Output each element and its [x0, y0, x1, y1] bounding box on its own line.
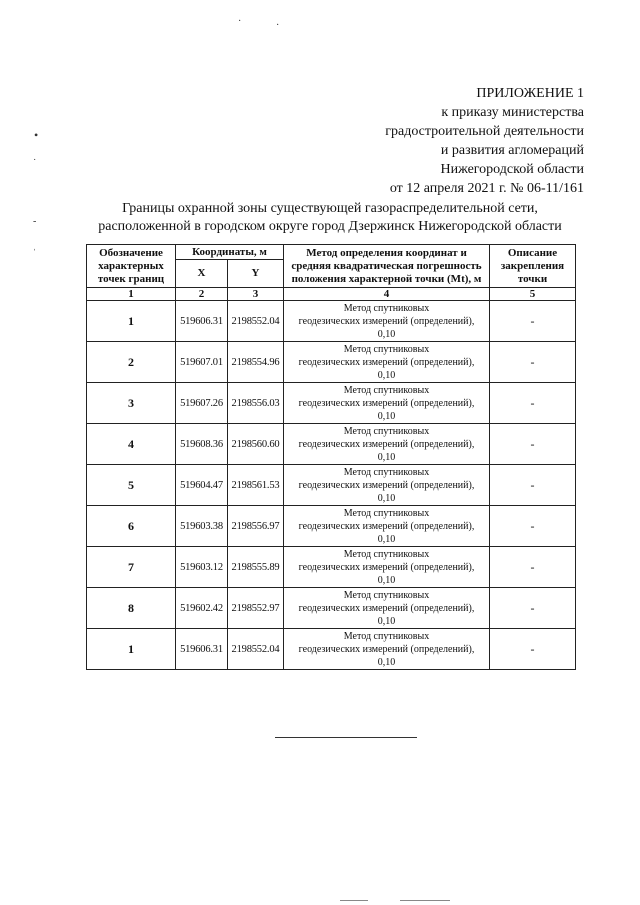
scan-mark: - [33, 216, 37, 227]
description-cell: - [490, 424, 576, 465]
description-cell: - [490, 547, 576, 588]
method-accuracy: 0,10 [377, 574, 396, 586]
method-line: Метод спутниковых [343, 630, 430, 642]
table-row [87, 465, 576, 506]
method-line: Метод спутниковых [343, 589, 430, 601]
scan-mark [400, 900, 450, 901]
header-method: Метод определения координат и средняя квадратическая погрешность положения характерной точки (Mt), м [284, 245, 490, 288]
header-description: Описание закрепления точки [490, 245, 576, 288]
coord-x: 519604.47 [176, 465, 228, 506]
method-line: Метод спутниковых [343, 507, 430, 519]
method-line: геодезических измерений (определений), [298, 397, 475, 409]
method-line: геодезических измерений (определений), [298, 438, 475, 450]
point-id: 8 [87, 588, 176, 629]
method-line: Метод спутниковых [343, 384, 430, 396]
method-line: геодезических измерений (определений), [298, 479, 475, 491]
table-row [87, 629, 576, 670]
coord-x: 519608.36 [176, 424, 228, 465]
coord-y: 2198552.97 [228, 588, 284, 629]
method-line: геодезических измерений (определений), [298, 520, 475, 532]
description-cell: - [490, 383, 576, 424]
column-number: 3 [228, 288, 284, 301]
coord-x: 519603.12 [176, 547, 228, 588]
method-cell [284, 424, 490, 465]
table-row [87, 547, 576, 588]
method-cell [284, 301, 490, 342]
appendix-line: к приказу министерства [441, 105, 584, 120]
method-line: геодезических измерений (определений), [298, 602, 475, 614]
point-id: 1 [87, 301, 176, 342]
end-of-document-line [275, 737, 417, 738]
coord-y: 2198556.97 [228, 506, 284, 547]
method-line: Метод спутниковых [343, 425, 430, 437]
method-cell [284, 342, 490, 383]
document-title [80, 200, 580, 236]
method-cell [284, 465, 490, 506]
point-id: 6 [87, 506, 176, 547]
coord-y: 2198560.60 [228, 424, 284, 465]
column-number: 1 [87, 288, 176, 301]
method-cell [284, 547, 490, 588]
method-line: Метод спутниковых [343, 343, 430, 355]
description-cell: - [490, 506, 576, 547]
scan-mark: · [276, 20, 280, 31]
method-cell [284, 588, 490, 629]
point-id: 7 [87, 547, 176, 588]
appendix-header [324, 84, 584, 198]
method-accuracy: 0,10 [377, 615, 396, 627]
coord-x: 519603.38 [176, 506, 228, 547]
method-accuracy: 0,10 [377, 656, 396, 668]
method-line: Метод спутниковых [343, 302, 430, 314]
coord-x: 519607.01 [176, 342, 228, 383]
document-title-line: Границы охранной зоны существующей газораспределительной сети, [122, 201, 538, 216]
coord-y: 2198556.03 [228, 383, 284, 424]
method-accuracy: 0,10 [377, 410, 396, 422]
coord-x: 519607.26 [176, 383, 228, 424]
coordinates-table [86, 244, 576, 670]
appendix-line: градостроительной деятельности [385, 124, 584, 139]
column-number: 2 [176, 288, 228, 301]
scan-mark: · [238, 16, 242, 27]
header-point: Обозначение характерных точек границ [87, 245, 176, 288]
method-accuracy: 0,10 [377, 451, 396, 463]
appendix-line: Нижегородской области [440, 162, 584, 177]
method-cell [284, 506, 490, 547]
table-row [87, 301, 576, 342]
coord-y: 2198554.96 [228, 342, 284, 383]
description-cell: - [490, 342, 576, 383]
description-cell: - [490, 301, 576, 342]
table-row [87, 342, 576, 383]
coord-x: 519606.31 [176, 629, 228, 670]
method-line: Метод спутниковых [343, 548, 430, 560]
description-cell: - [490, 465, 576, 506]
point-id: 3 [87, 383, 176, 424]
column-number: 5 [490, 288, 576, 301]
coord-y: 2198561.53 [228, 465, 284, 506]
description-cell: - [490, 588, 576, 629]
scan-mark: ˙ [33, 158, 37, 169]
appendix-date-number: от 12 апреля 2021 г. № 06-11/161 [389, 181, 584, 196]
coord-y: 2198552.04 [228, 629, 284, 670]
scan-mark [340, 900, 368, 901]
coord-x: 519606.31 [176, 301, 228, 342]
coord-y: 2198552.04 [228, 301, 284, 342]
method-cell [284, 383, 490, 424]
column-number: 4 [284, 288, 490, 301]
table-row [87, 383, 576, 424]
appendix-line: и развития агломераций [440, 143, 584, 158]
appendix-title: ПРИЛОЖЕНИЕ 1 [476, 86, 584, 101]
header-y: Y [228, 260, 284, 288]
header-x: X [176, 260, 228, 288]
coord-x: 519602.42 [176, 588, 228, 629]
scan-mark: • [34, 128, 39, 142]
method-line: геодезических измерений (определений), [298, 643, 475, 655]
point-id: 4 [87, 424, 176, 465]
table-row [87, 424, 576, 465]
document-title-line: расположенной в городском округе город Дзержинск Нижегородской области [98, 219, 562, 234]
method-accuracy: 0,10 [377, 328, 396, 340]
method-cell [284, 629, 490, 670]
method-line: геодезических измерений (определений), [298, 561, 475, 573]
method-accuracy: 0,10 [377, 533, 396, 545]
point-id: 5 [87, 465, 176, 506]
description-cell: - [490, 629, 576, 670]
method-accuracy: 0,10 [377, 369, 396, 381]
point-id: 2 [87, 342, 176, 383]
coord-y: 2198555.89 [228, 547, 284, 588]
method-line: геодезических измерений (определений), [298, 315, 475, 327]
table-row [87, 588, 576, 629]
method-line: геодезических измерений (определений), [298, 356, 475, 368]
header-coordinates: Координаты, м [176, 245, 284, 260]
table-row [87, 506, 576, 547]
method-accuracy: 0,10 [377, 492, 396, 504]
column-number-row [87, 288, 576, 301]
scan-mark: ˈ [33, 248, 37, 259]
method-line: Метод спутниковых [343, 466, 430, 478]
point-id: 1 [87, 629, 176, 670]
